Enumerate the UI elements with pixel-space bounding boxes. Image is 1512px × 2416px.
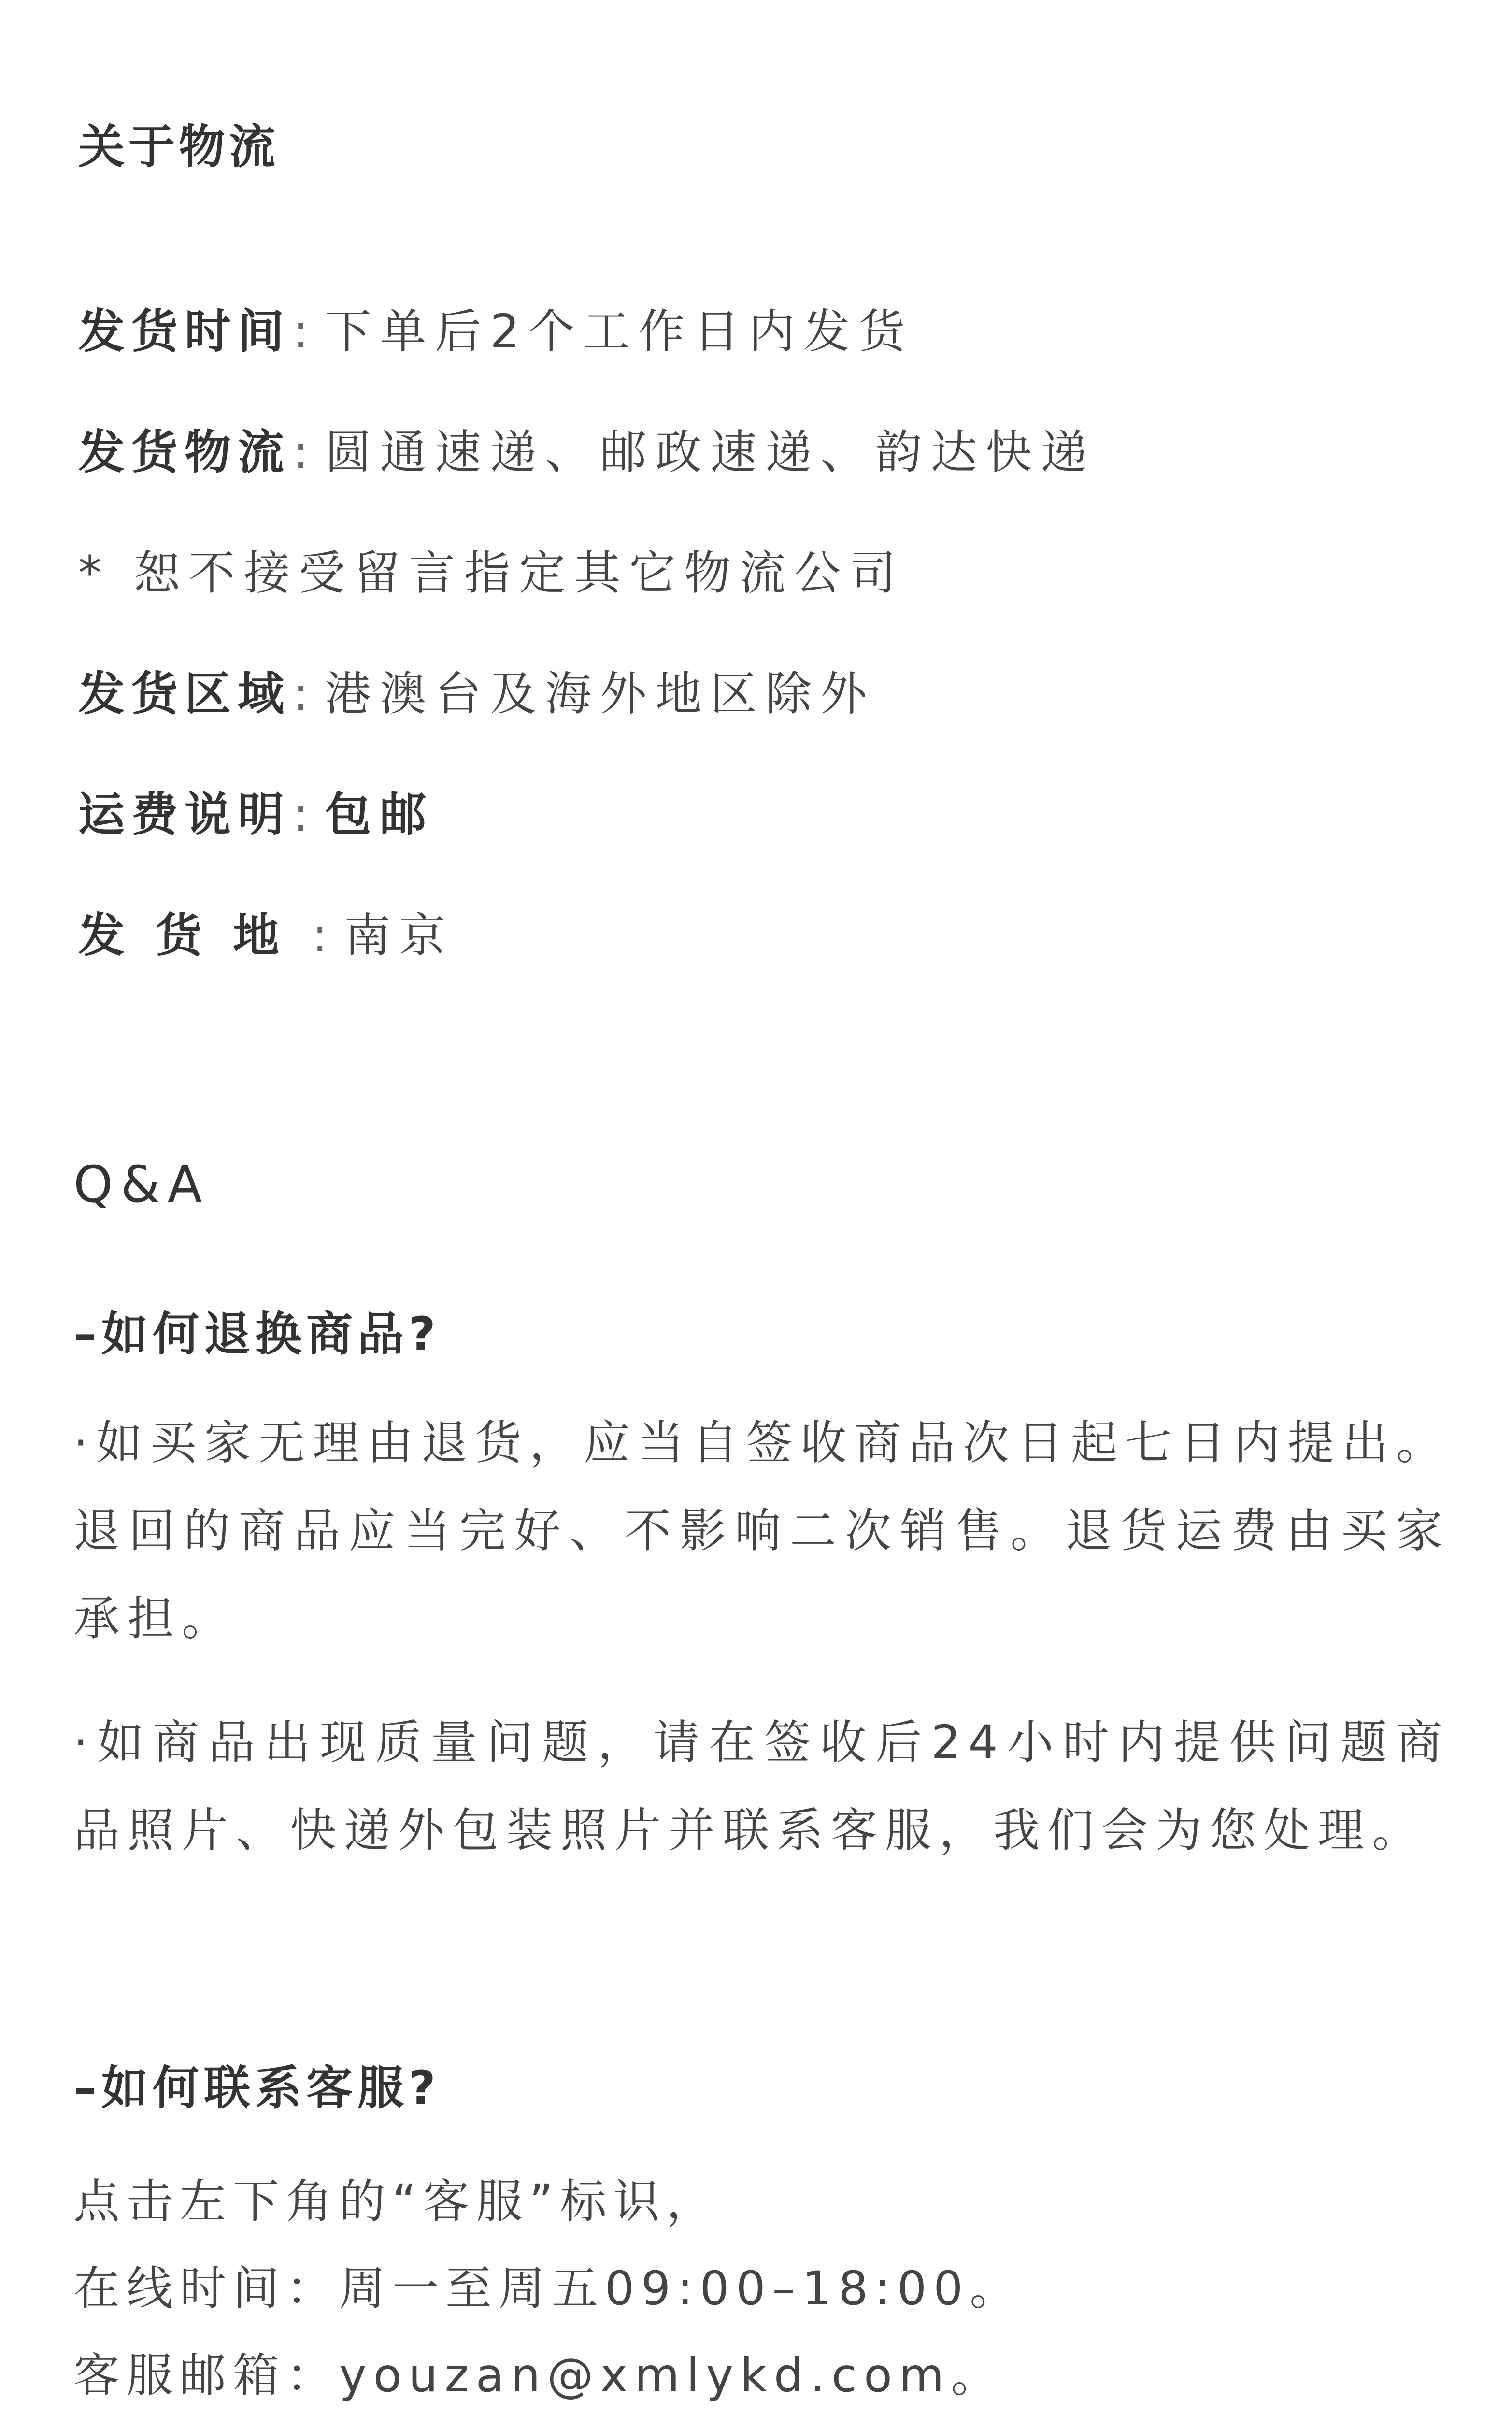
carrier-note: * 恕不接受留言指定其它物流公司 bbox=[78, 546, 905, 600]
ship-carrier-sep: : bbox=[293, 425, 309, 479]
ship-region-value: 港澳台及海外地区除外 bbox=[325, 667, 876, 721]
ship-origin-sep: : bbox=[312, 908, 328, 963]
ship-region-row bbox=[78, 657, 875, 723]
ship-carrier-label: 发货物流 bbox=[78, 425, 291, 479]
ship-origin-row bbox=[78, 899, 454, 965]
ship-origin-label: 发货地 bbox=[78, 908, 310, 963]
contact-email: 客服邮箱：youzan@xmlykd.com。 bbox=[73, 2348, 1004, 2402]
ship-origin-value: 南京 bbox=[344, 908, 455, 963]
shipping-fee-row bbox=[78, 778, 435, 844]
contact-question: –如何联系客服? bbox=[73, 2061, 441, 2115]
ship-time-sep: : bbox=[293, 304, 309, 359]
shipping-fee-label: 运费说明 bbox=[78, 788, 291, 842]
return-answer-1: ·如买家无理由退货，应当自签收商品次日起七日内提出。退回的商品应当完好、不影响二次销售。退货运费由买家承担。 bbox=[73, 1416, 1450, 1646]
ship-region-label: 发货区域 bbox=[78, 667, 291, 721]
return-question: –如何退换商品? bbox=[73, 1307, 441, 1361]
shipping-fee-value: 包邮 bbox=[325, 788, 435, 842]
ship-time-label: 发货时间 bbox=[78, 304, 291, 359]
contact-line-1: 点击左下角的“客服”标识， bbox=[73, 2174, 720, 2229]
logistics-heading: 关于物流 bbox=[78, 120, 279, 174]
ship-time-value: 下单后2个工作日内发货 bbox=[325, 304, 914, 359]
shipping-fee-sep: : bbox=[293, 788, 309, 842]
ship-region-sep: : bbox=[293, 667, 309, 721]
ship-carrier-value: 圆通速递、邮政速递、韵达快递 bbox=[325, 425, 1096, 479]
ship-time-row bbox=[78, 295, 913, 361]
contact-hours: 在线时间：周一至周五09:00–18:00。 bbox=[73, 2261, 1023, 2315]
ship-carrier-row bbox=[78, 416, 1096, 482]
qa-heading: Q&A bbox=[73, 1155, 210, 1214]
return-answer-2: ·如商品出现质量问题，请在签收后24小时内提供问题商品照片、快递外包装照片并联系客服，我们会为您处理。 bbox=[73, 1715, 1450, 1857]
